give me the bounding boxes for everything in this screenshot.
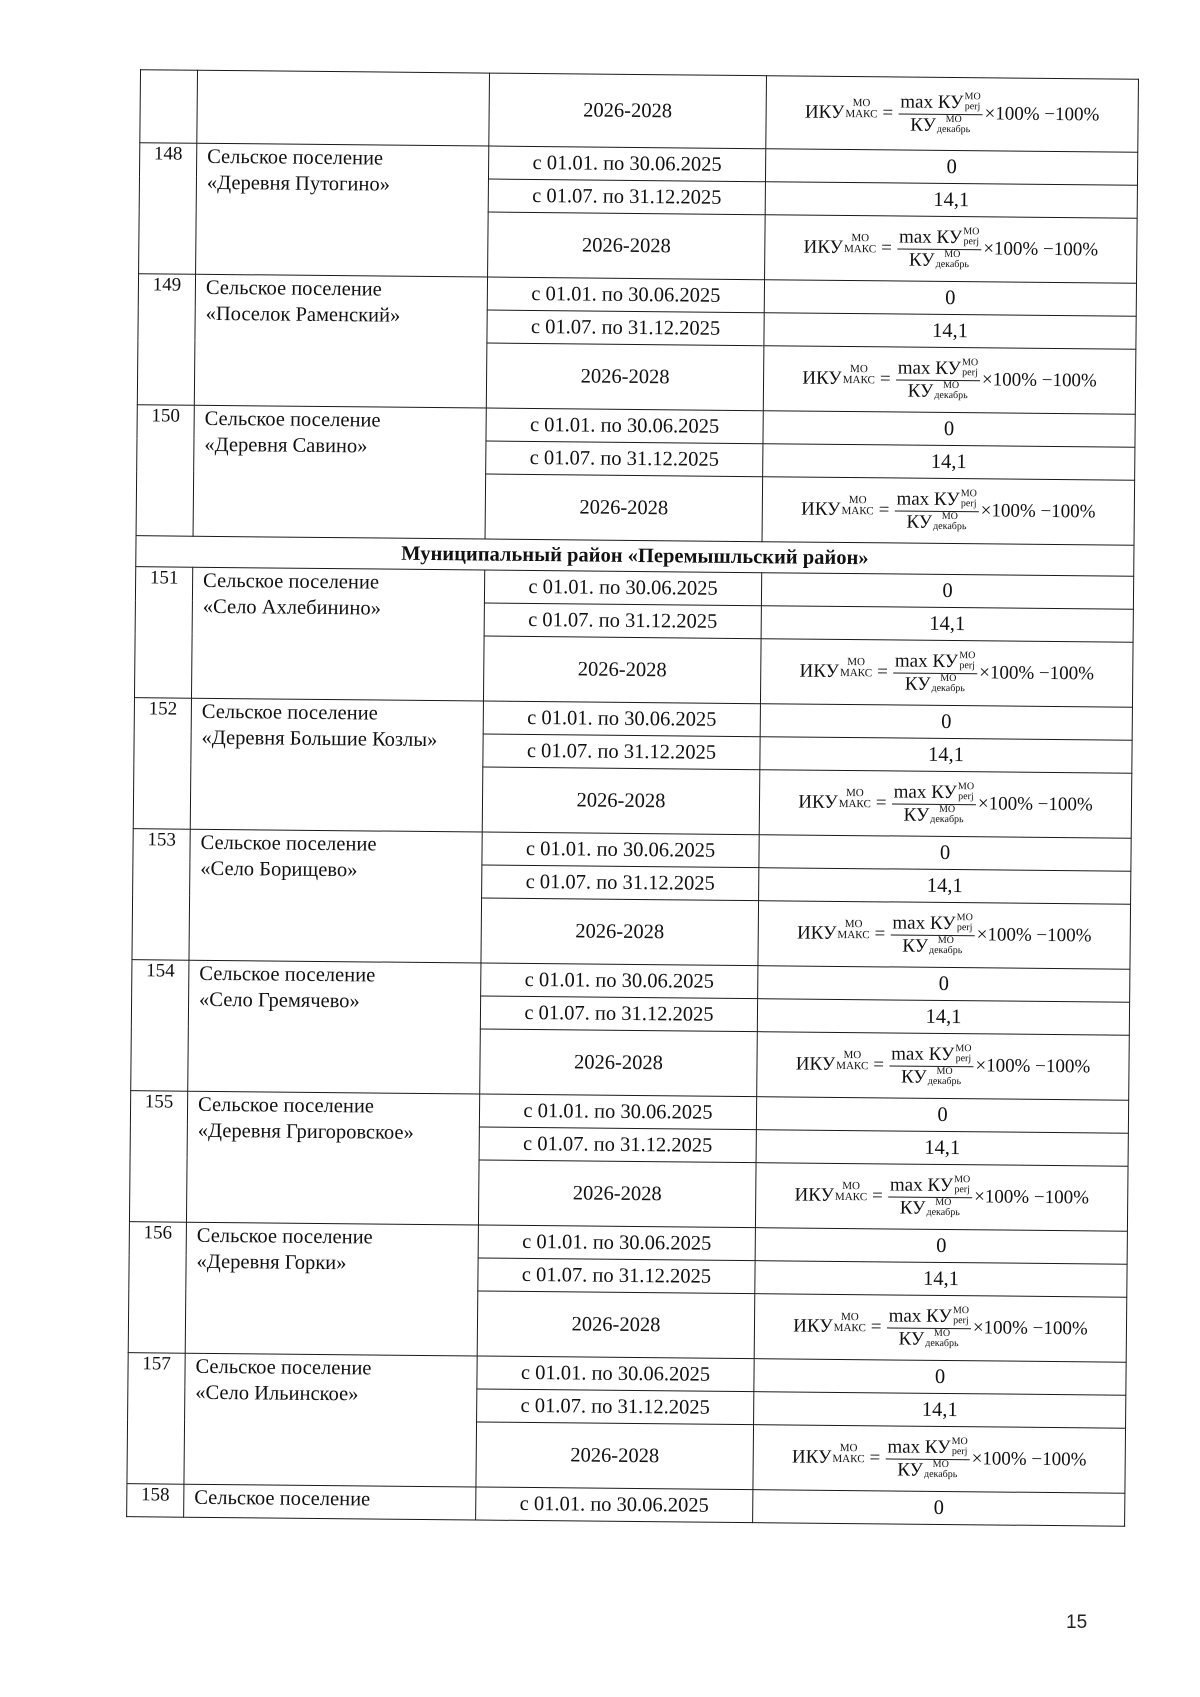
formula-lhs-sup: МО: [839, 1441, 858, 1455]
formula-fraction: [885, 1436, 970, 1482]
formula-den: КУ: [908, 249, 935, 271]
index-formula: [805, 90, 1100, 138]
formula-num-sup: МО: [959, 649, 976, 661]
settlement-name: «Село Ахлебинино»: [202, 595, 382, 620]
period-2026-2028: 2026-2028: [477, 1291, 755, 1359]
settlement-name-cell: [185, 1222, 478, 1356]
period-first-half: с 01.01. по 30.06.2025: [484, 570, 761, 606]
formula-den: КУ: [904, 673, 931, 695]
formula-eq: =: [878, 499, 890, 521]
period-first-half: с 01.01. по 30.06.2025: [476, 1487, 753, 1523]
period-first-half: с 01.01. по 30.06.2025: [488, 146, 765, 182]
settlement-name: «Деревня Горки»: [196, 1250, 347, 1275]
formula-den-sup: МО: [933, 1327, 951, 1339]
period-second-half: с 01.07. по 31.12.2025: [478, 1258, 755, 1294]
formula-den-sup: МО: [936, 1065, 953, 1077]
formula-fraction: [897, 226, 982, 272]
formula-num-sup: МО: [955, 1042, 972, 1054]
formula-eq: =: [869, 1447, 881, 1469]
value-first-half: 0: [760, 704, 1132, 741]
formula-den-sub: декабрь: [923, 1468, 958, 1480]
value-second-half: 14,1: [756, 1130, 1128, 1167]
row-number: 156: [128, 1222, 186, 1354]
formula-num: max КУ: [889, 1173, 954, 1196]
settlement-name: «Деревня Савино»: [204, 433, 368, 458]
formula-num-sup: МО: [956, 911, 973, 923]
period-2026-2028: 2026-2028: [486, 343, 764, 411]
period-2026-2028: 2026-2028: [480, 1029, 758, 1097]
formula-num: max КУ: [887, 1435, 951, 1458]
formula-num-sub: perj: [953, 1314, 969, 1326]
value-cell-formula: [757, 1032, 1130, 1101]
value-first-half: 0: [761, 573, 1133, 610]
formula-fraction: [893, 650, 978, 696]
period-cell: 2026-2028: [489, 73, 767, 149]
formula-tail: ×100% −100%: [974, 1186, 1090, 1209]
formula-den: КУ: [910, 114, 937, 136]
formula-den-sub: декабрь: [930, 813, 964, 825]
formula-den-sup: МО: [937, 934, 954, 946]
formula-lhs-sup: МО: [847, 656, 866, 669]
formula-lhs: ИКУ: [793, 1315, 833, 1337]
period-first-half: с 01.01. по 30.06.2025: [479, 1094, 756, 1130]
row-number: 152: [133, 698, 191, 830]
formula-tail: ×100% −100%: [981, 369, 1097, 392]
value-first-half: 0: [758, 966, 1130, 1003]
formula-den: КУ: [907, 380, 934, 402]
formula-num-sub: perj: [960, 497, 977, 509]
formula-den-sup: МО: [938, 803, 956, 815]
formula-lhs: ИКУ: [804, 101, 845, 123]
settlement-type: Сельское поселение: [207, 145, 384, 170]
row-number: 151: [134, 567, 192, 699]
formula-tail: ×100% −100%: [976, 924, 1092, 947]
formula-lhs-sub: МАКС: [832, 1452, 865, 1466]
period-2026-2028: 2026-2028: [482, 767, 760, 835]
formula-num-sup: МО: [964, 90, 981, 102]
formula-den-sup: МО: [940, 672, 957, 684]
value-first-half: 0: [759, 835, 1131, 872]
index-formula: [792, 1435, 1087, 1483]
row-number: 150: [136, 405, 194, 537]
formula-lhs-sub: МАКС: [839, 666, 873, 680]
settlement-name-cell: [191, 567, 484, 701]
settlement-type: Сельское поселение: [204, 407, 381, 432]
row-number: 157: [127, 1353, 185, 1485]
value-cell-formula: [766, 76, 1139, 153]
settlement-type: Сельское поселение: [195, 1355, 372, 1380]
value-second-half: 14,1: [764, 313, 1136, 350]
formula-den-sup: МО: [943, 379, 960, 391]
row-number: 148: [139, 143, 197, 275]
formula-den-sub: декабрь: [933, 520, 967, 532]
formula-lhs: ИКУ: [803, 236, 844, 258]
settlement-name-cell: [194, 274, 487, 408]
formula-num-sup: МО: [951, 1435, 968, 1447]
formula-den: КУ: [903, 804, 930, 826]
formula-fraction: [890, 912, 975, 958]
formula-num-sup: МО: [960, 487, 977, 499]
formula-tail: ×100% −100%: [984, 103, 1100, 126]
settlement-name-cell: [197, 70, 490, 146]
formula-num-sub: perj: [958, 790, 974, 802]
page-number: 15: [1066, 1612, 1088, 1633]
formula-den-sub: декабрь: [926, 1206, 960, 1218]
formula-lhs-sub: МАКС: [838, 797, 871, 811]
period-2026-2028: 2026-2028: [485, 474, 763, 542]
formula-lhs-sub: МАКС: [837, 928, 870, 942]
formula-lhs: ИКУ: [796, 922, 837, 944]
value-second-half: 14,1: [757, 999, 1129, 1036]
settlement-name-cell: [189, 829, 482, 963]
formula-tail: ×100% −100%: [972, 1317, 1088, 1340]
formula-num-sub: perj: [963, 235, 980, 247]
period-first-half: с 01.01. по 30.06.2025: [486, 408, 763, 444]
value-second-half: 14,1: [759, 868, 1131, 905]
formula-den-sub: декабрь: [927, 1075, 962, 1087]
formula-den: КУ: [898, 1328, 925, 1350]
period-2026-2028: 2026-2028: [483, 636, 761, 704]
value-second-half: 14,1: [754, 1392, 1126, 1429]
period-second-half: с 01.07. по 31.12.2025: [477, 1389, 754, 1425]
formula-den: КУ: [897, 1459, 924, 1481]
value-second-half: 14,1: [760, 737, 1132, 774]
formula-den-sup: МО: [945, 113, 962, 125]
formula-num: max КУ: [888, 1304, 952, 1327]
settlement-name-cell: [193, 405, 486, 539]
formula-lhs-sup: МО: [845, 787, 864, 800]
row-number: 158: [127, 1484, 184, 1518]
formula-lhs-sub: МАКС: [834, 1190, 868, 1204]
formula-num-sub: perj: [959, 659, 976, 671]
formula-num-sup: МО: [954, 1173, 971, 1185]
formula-den-sub: декабрь: [925, 1337, 959, 1349]
formula-den-sup: МО: [941, 510, 958, 522]
settlement-name: «Деревня Большие Козлы»: [201, 726, 438, 752]
formula-lhs-sub: МАКС: [843, 242, 877, 256]
settlement-name-cell: [190, 698, 483, 832]
formula-lhs-sub: МАКС: [836, 1059, 869, 1073]
formula-num-sup: МО: [961, 356, 979, 368]
table-row-continued: [140, 70, 1139, 153]
index-formula: [799, 649, 1094, 697]
formula-eq: =: [875, 792, 887, 814]
formula-lhs: ИКУ: [798, 791, 838, 813]
settlement-name: «Село Ильинское»: [195, 1381, 359, 1406]
index-formula: [794, 1173, 1089, 1221]
formula-den-sup: МО: [935, 1196, 952, 1208]
formula-tail: ×100% −100%: [979, 662, 1095, 685]
formula-num-sup: МО: [957, 780, 975, 792]
formula-num: max КУ: [896, 487, 960, 510]
period-second-half: с 01.07. по 31.12.2025: [486, 441, 763, 477]
formula-eq: =: [879, 368, 891, 390]
formula-lhs: ИКУ: [791, 1446, 832, 1468]
formula-tail: ×100% −100%: [977, 793, 1093, 816]
value-first-half: 0: [763, 411, 1135, 448]
row-number-cell: [140, 70, 198, 144]
formula-lhs-sup: МО: [848, 494, 867, 507]
formula-den-sub: декабрь: [935, 258, 970, 270]
formula-den: КУ: [900, 1066, 927, 1088]
period-second-half: с 01.07. по 31.12.2025: [482, 865, 759, 901]
value-cell-formula: [762, 477, 1135, 546]
formula-fraction: [895, 357, 980, 403]
formula-tail: ×100% −100%: [983, 238, 1099, 261]
formula-lhs-sup: МО: [843, 1049, 862, 1062]
formula-num: max КУ: [893, 780, 958, 803]
tariff-index-table: [126, 69, 1139, 1527]
value-cell-formula: [753, 1425, 1126, 1494]
formula-num: max КУ: [894, 649, 959, 672]
formula-lhs-sup: МО: [850, 363, 868, 376]
formula-num-sub: perj: [954, 1183, 970, 1195]
formula-den: КУ: [906, 511, 933, 533]
period-first-half: с 01.01. по 30.06.2025: [481, 963, 758, 999]
formula-den-sub: декабрь: [931, 682, 965, 694]
period-first-half: с 01.01. по 30.06.2025: [487, 277, 764, 313]
period-2026-2028: 2026-2028: [488, 212, 766, 280]
value-cell-formula: [763, 346, 1136, 415]
formula-lhs: ИКУ: [799, 660, 840, 682]
row-number: 149: [137, 274, 195, 406]
settlement-type: Сельское поселение: [184, 1484, 476, 1520]
formula-lhs: ИКУ: [802, 367, 842, 389]
value-first-half: 0: [756, 1097, 1128, 1134]
formula-num-sub: perj: [951, 1445, 968, 1457]
formula-tail: ×100% −100%: [975, 1055, 1091, 1078]
formula-lhs: ИКУ: [800, 498, 841, 520]
period-first-half: с 01.01. по 30.06.2025: [478, 1225, 755, 1261]
value-cell-formula: [759, 770, 1132, 839]
formula-num: max КУ: [898, 225, 963, 248]
table-body: [127, 70, 1139, 1527]
formula-lhs-sup: МО: [852, 97, 871, 110]
period-second-half: с 01.07. по 31.12.2025: [484, 603, 761, 639]
formula-lhs-sup: МО: [851, 232, 870, 245]
value-second-half: 14,1: [765, 182, 1137, 219]
index-formula: [796, 1042, 1091, 1090]
formula-fraction: [888, 1174, 973, 1220]
value-second-half: 14,1: [763, 444, 1135, 481]
value-cell-formula: [765, 215, 1138, 284]
formula-fraction: [886, 1305, 971, 1351]
settlement-name: «Село Борищево»: [200, 857, 358, 882]
formula-eq: =: [874, 923, 886, 945]
value-first-half: 0: [753, 1490, 1125, 1527]
period-second-half: с 01.07. по 31.12.2025: [483, 734, 760, 770]
formula-den-sub: декабрь: [928, 944, 963, 956]
formula-den-sub: декабрь: [934, 389, 968, 401]
period-second-half: с 01.07. по 31.12.2025: [479, 1127, 756, 1163]
formula-eq: =: [882, 102, 894, 124]
period-second-half: с 01.07. по 31.12.2025: [487, 310, 764, 346]
formula-num-sup: МО: [952, 1304, 970, 1316]
value-cell-formula: [755, 1163, 1128, 1232]
settlement-name: «Село Гремячево»: [198, 988, 360, 1013]
formula-num: max КУ: [892, 911, 956, 934]
formula-lhs-sub: МАКС: [833, 1321, 866, 1335]
formula-num: max КУ: [891, 1042, 955, 1065]
settlement-type: Сельское поселение: [197, 1093, 375, 1118]
formula-num: max КУ: [900, 91, 964, 113]
formula-eq: =: [873, 1054, 885, 1076]
value-second-half: 14,1: [755, 1261, 1127, 1298]
settlement-type: Сельское поселение: [201, 700, 378, 725]
formula-num: max КУ: [897, 356, 962, 379]
value-cell-formula: [760, 639, 1133, 708]
period-second-half: с 01.07. по 31.12.2025: [488, 179, 765, 215]
settlement-name-cell: [196, 143, 489, 277]
index-formula: [802, 356, 1097, 404]
settlement-name: «Деревня Путогино»: [206, 171, 391, 196]
value-first-half: 0: [765, 149, 1137, 186]
formula-lhs-sub: МАКС: [845, 107, 878, 121]
settlement-name: «Деревня Григоровское»: [197, 1119, 414, 1144]
settlement-type: Сельское поселение: [203, 569, 380, 594]
period-second-half: с 01.07. по 31.12.2025: [480, 996, 757, 1032]
formula-num-sub: perj: [956, 921, 973, 933]
value-first-half: 0: [755, 1228, 1127, 1265]
formula-den-sup: МО: [932, 1458, 949, 1470]
formula-fraction: [891, 781, 976, 827]
index-formula: [793, 1304, 1088, 1352]
period-2026-2028: 2026-2028: [476, 1422, 754, 1490]
index-formula: [798, 780, 1093, 828]
value-second-half: 14,1: [761, 606, 1133, 643]
formula-tail: ×100% −100%: [980, 500, 1096, 523]
formula-num-sub: perj: [964, 100, 981, 112]
settlement-type: Сельское поселение: [200, 831, 377, 856]
value-cell-formula: [754, 1294, 1127, 1363]
formula-den-sub: декабрь: [936, 123, 971, 135]
period-first-half: с 01.01. по 30.06.2025: [482, 832, 759, 868]
settlement-name-cell: [188, 960, 481, 1094]
formula-eq: =: [881, 237, 893, 259]
formula-lhs-sup: МО: [840, 1310, 859, 1324]
period-2026-2028: 2026-2028: [478, 1160, 756, 1228]
settlement-type: Сельское поселение: [196, 1224, 373, 1249]
index-formula: [801, 487, 1096, 535]
value-cell-formula: [758, 901, 1131, 970]
formula-eq: =: [871, 1185, 883, 1207]
district-title: Муниципальный район «Перемышльский район»: [136, 536, 1134, 577]
settlement-name-cell: [184, 1353, 477, 1487]
period-first-half: с 01.01. по 30.06.2025: [483, 701, 760, 737]
value-first-half: 0: [764, 280, 1136, 317]
formula-lhs: ИКУ: [795, 1053, 836, 1075]
settlement-name: «Поселок Раменский»: [205, 302, 401, 327]
settlement-type: Сельское поселение: [199, 962, 376, 987]
formula-fraction: [894, 488, 979, 534]
formula-fraction: [898, 91, 983, 137]
formula-eq: =: [877, 661, 888, 683]
formula-den: КУ: [902, 935, 929, 957]
value-first-half: 0: [754, 1359, 1126, 1396]
formula-num-sub: perj: [962, 366, 978, 378]
settlement-type: Сельское поселение: [205, 276, 382, 301]
row-number: 154: [131, 960, 189, 1092]
formula-eq: =: [870, 1316, 882, 1338]
formula-lhs-sup: МО: [842, 1179, 861, 1193]
formula-lhs-sub: МАКС: [842, 373, 875, 387]
formula-tail: ×100% −100%: [971, 1448, 1087, 1471]
index-formula: [797, 911, 1092, 959]
formula-fraction: [889, 1043, 974, 1089]
row-number: 153: [132, 829, 190, 961]
formula-den-sup: МО: [944, 248, 961, 260]
row-number: 155: [129, 1091, 187, 1223]
formula-lhs-sup: МО: [844, 918, 863, 931]
period-2026-2028: 2026-2028: [481, 898, 759, 966]
formula-den: КУ: [899, 1197, 926, 1219]
formula-num-sub: perj: [955, 1052, 972, 1064]
period-first-half: с 01.01. по 30.06.2025: [477, 1356, 754, 1392]
formula-lhs: ИКУ: [794, 1184, 835, 1206]
index-formula: [803, 225, 1098, 273]
settlement-name-cell: [186, 1091, 479, 1225]
formula-lhs-sub: МАКС: [841, 504, 874, 518]
formula-num-sup: МО: [963, 225, 980, 237]
